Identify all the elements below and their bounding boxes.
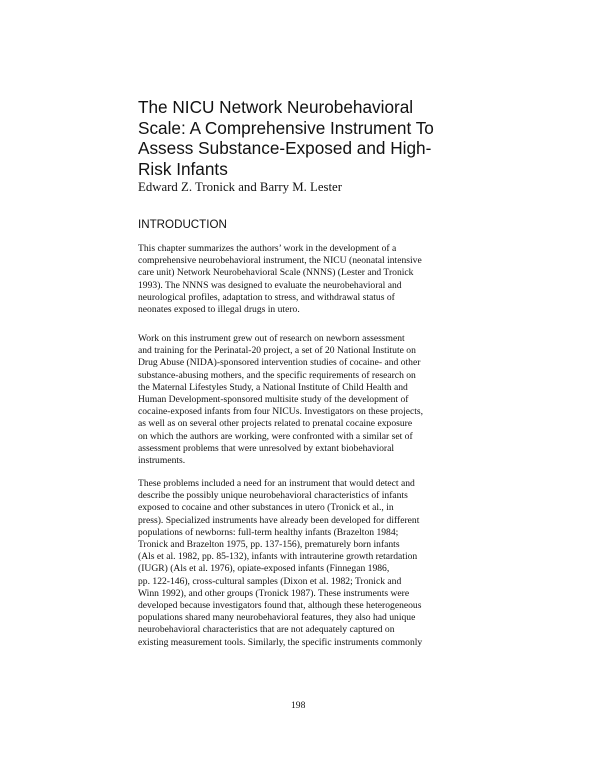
text-line: (IUGR) (Als et al. 1976), opiate-exposed infants (Finnegan 1986, (138, 563, 390, 575)
text-line: Winn 1992), and other groups (Tronick 1987). These instruments were (138, 587, 410, 599)
title-line: Risk Infants (138, 158, 228, 179)
document-title (138, 97, 478, 179)
title-line: The NICU Network Neurobehavioral (138, 97, 414, 117)
title-line: Scale: A Comprehensive Instrument To (138, 117, 434, 138)
author-byline: Edward Z. Tronick and Barry M. Lester (138, 180, 343, 194)
paragraph-3 (138, 478, 478, 649)
text-line: Human Development-sponsored multisite study of the development of (138, 394, 409, 406)
text-line: pp. 122-146), cross-cultural samples (Dixon et al. 1982; Tronick and (138, 575, 402, 587)
text-line: populations shared many neurobehavioral features, they also had unique (138, 612, 416, 624)
text-line: substance-abusing mothers, and the specific requirements of research on (138, 369, 416, 381)
text-line: Work on this instrument grew out of research on newborn assessment (138, 333, 405, 344)
text-line: cocaine-exposed infants from four NICUs. Investigators on these projects, (138, 406, 424, 418)
text-line: These problems included a need for an instrument that would detect and (138, 478, 415, 489)
text-line: developed because investigators found that, although these heterogeneous (138, 600, 422, 612)
text-line: and training for the Perinatal-20 project, a set of 20 National Institute on (138, 345, 416, 357)
page-number: 198 (291, 700, 306, 711)
text-line: neonates exposed to illegal drugs in utero. (138, 304, 300, 316)
text-line: describe the possibly unique neurobehavioral characteristics of infants (138, 490, 408, 502)
text-line: the Maternal Lifestyles Study, a National Institute of Child Health and (138, 381, 408, 393)
text-line: assessment problems that were unresolved by extant biobehavioral (138, 442, 395, 454)
text-line: exposed to cocaine and other substances in utero (Tronick et al., in (138, 502, 394, 514)
text-line: care unit) Network Neurobehavioral Scale (NNNS) (Lester and Tronick (138, 267, 414, 279)
text-line: This chapter summarizes the authors’ work in the development of a (138, 243, 397, 254)
paragraph-1 (138, 243, 478, 316)
text-line: on which the authors are working, were confronted with a similar set of (138, 430, 413, 442)
text-line: as well as on several other projects related to prenatal cocaine exposure (138, 418, 413, 430)
text-line: existing measurement tools. Similarly, the specific instruments commonly (138, 636, 423, 648)
text-line: comprehensive neurobehavioral instrument, the NICU (neonatal intensive (138, 255, 422, 267)
text-line: populations of newborns: full-term healthy infants (Brazelton 1984; (138, 526, 399, 538)
text-line: Drug Abuse (NIDA)-sponsored intervention studies of cocaine- and other (138, 357, 421, 369)
section-heading-introduction: INTRODUCTION (138, 218, 227, 231)
text-line: neurological profiles, adaptation to stress, and withdrawal status of (138, 291, 395, 303)
text-line: Tronick and Brazelton 1975, pp. 137-156), prematurely born infants (138, 539, 400, 551)
text-line: 1993). The NNNS was designed to evaluate the neurobehavioral and (138, 279, 402, 291)
paragraph-2 (138, 333, 478, 467)
text-line: instruments. (138, 455, 186, 467)
title-line: Assess Substance-Exposed and High- (138, 138, 432, 158)
text-line: press). Specialized instruments have already been developed for different (138, 514, 420, 526)
text-line: neurobehavioral characteristics that are not adequately captured on (138, 624, 395, 636)
text-line: (Als et al. 1982, pp. 85-132), infants with intrauterine growth retardation (138, 551, 418, 563)
